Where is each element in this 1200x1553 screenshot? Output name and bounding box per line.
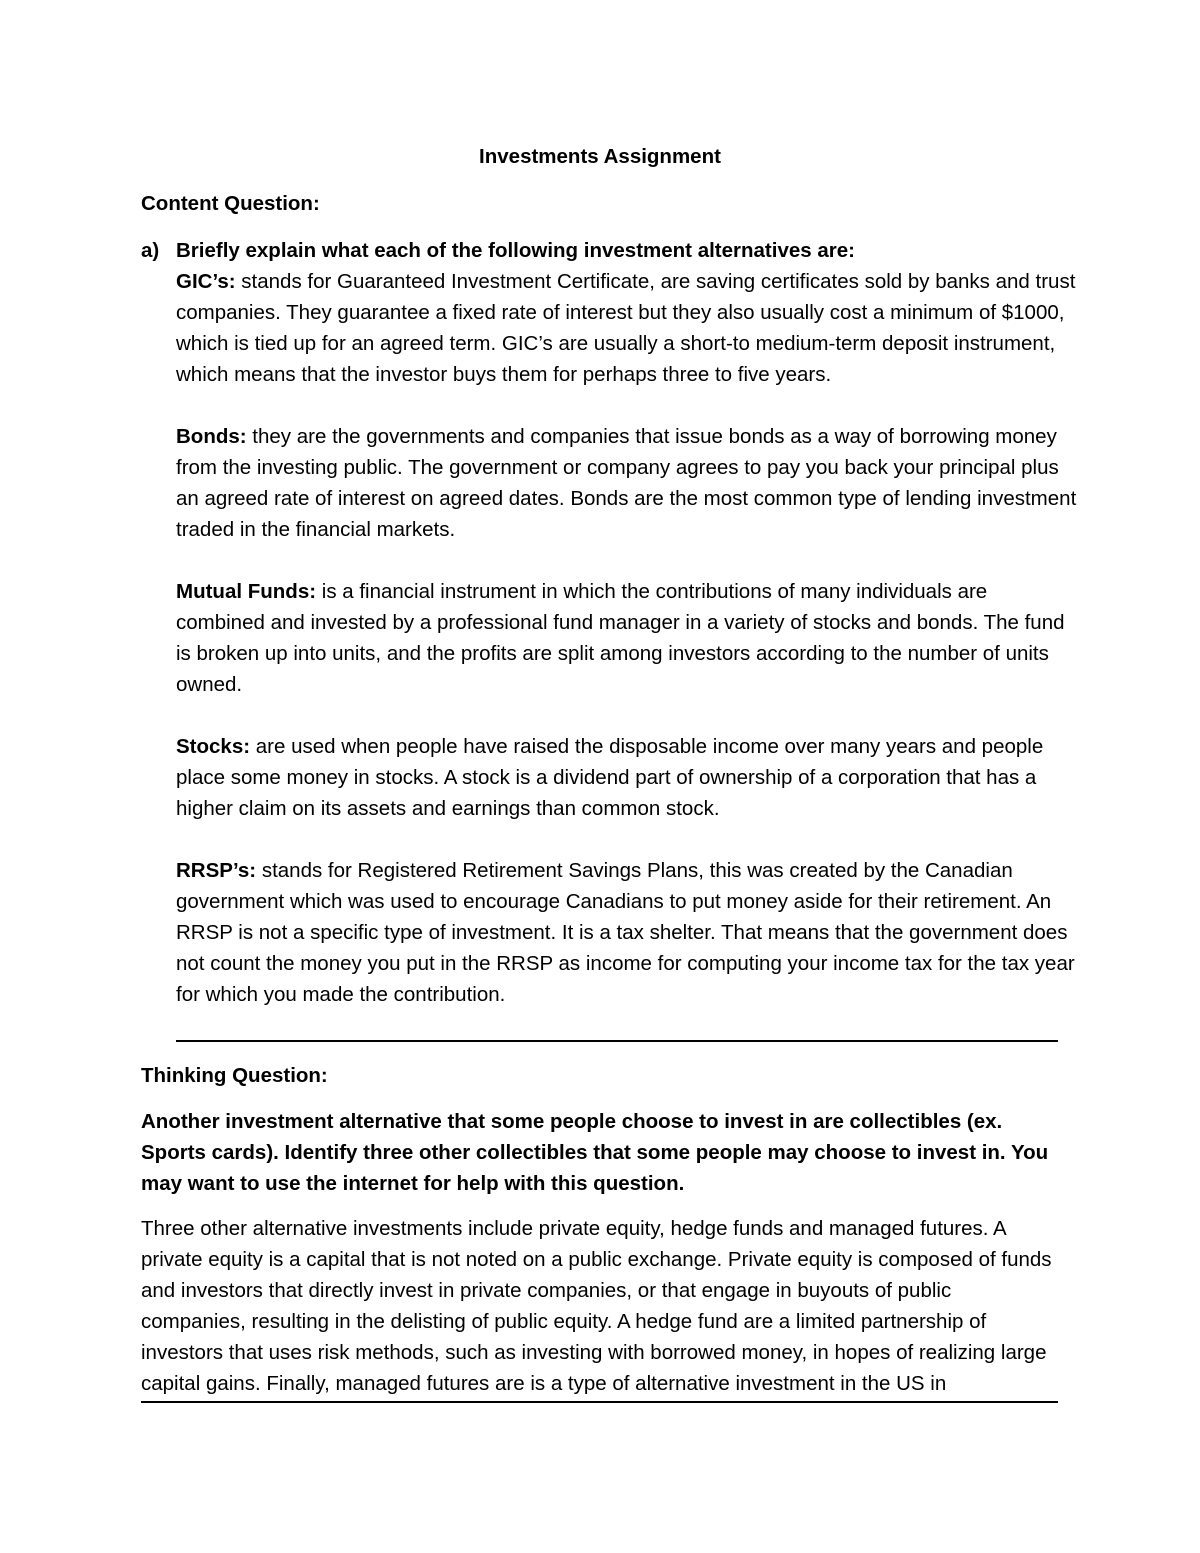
definition-rrsps: [176, 855, 1081, 1010]
content-question-heading: Content Question:: [141, 192, 320, 215]
term-label: Bonds:: [176, 425, 247, 448]
question-body: [176, 235, 1081, 1010]
definition-stocks: [176, 731, 1081, 824]
term-definition: are used when people have raised the disposable income over many years and people place some money in stocks. A stock is a dividend part of ownership of a corporation that has a higher claim on its assets and earnings than common stock.: [176, 735, 1044, 820]
definition-mutual-funds: [176, 576, 1081, 700]
term-definition: stands for Guaranteed Investment Certificate, are saving certificates sold by banks and trust companies. They guarantee a fixed rate of interest but they also usually cost a minimum of $1000, which is tied up for an agreed term. GIC’s are usually a short-to medium-term deposit instrument, which means that the investor buys them for perhaps three to five years.: [176, 270, 1076, 386]
definition-bonds: [176, 421, 1081, 545]
definition-gics: [176, 266, 1081, 390]
thinking-question-heading: Thinking Question:: [141, 1064, 328, 1087]
term-label: RRSP’s:: [176, 859, 257, 882]
question-label: a): [141, 239, 160, 262]
term-label: Mutual Funds:: [176, 580, 317, 603]
question-prompt: Briefly explain what each of the following investment alternatives are:: [176, 239, 855, 262]
term-label: Stocks:: [176, 735, 251, 758]
term-definition: they are the governments and companies that issue bonds as a way of borrowing money from the investing public. The government or company agrees to pay you back your principal plus an agreed rate of interest on agreed dates. Bonds are the most common type of lending investment traded in the financial markets.: [176, 425, 1077, 541]
thinking-question-answer: Three other alternative investments include private equity, hedge funds and managed futures. A private equity is a capital that is not noted on a public exchange. Private equity is composed of funds and investors that directly invest in private companies, or that engage in buyouts of public companies, resulting in the delisting of public equity. A hedge fund are a limited partnership of investors that uses risk methods, such as investing with borrowed money, in hopes of realizing large capital gains. Finally, managed futures are is a type of alternative investment in the US in: [141, 1217, 1052, 1395]
term-label: GIC’s:: [176, 270, 236, 293]
divider: [176, 1040, 1058, 1042]
thinking-question-prompt: Another investment alternative that some people choose to invest in are collectibles (ex. Sports cards). Identify three other collectibles that some people may choose to invest in. You may want to use the internet for help with this question.: [141, 1110, 1049, 1195]
divider: [141, 1401, 1058, 1403]
page-title: Investments Assignment: [479, 145, 721, 168]
term-definition: is a financial instrument in which the contributions of many individuals are combined and invested by a professional fund manager in a variety of stocks and bonds. The fund is broken up into units, and the profits are split among investors according to the number of units owned.: [176, 580, 1065, 696]
term-definition: stands for Registered Retirement Savings Plans, this was created by the Canadian government which was used to encourage Canadians to put money aside for their retirement. An RRSP is not a specific type of investment. It is a tax shelter. That means that the government does not count the money you put in the RRSP as income for computing your income tax for the tax year for which you made the contribution.: [176, 859, 1075, 1006]
